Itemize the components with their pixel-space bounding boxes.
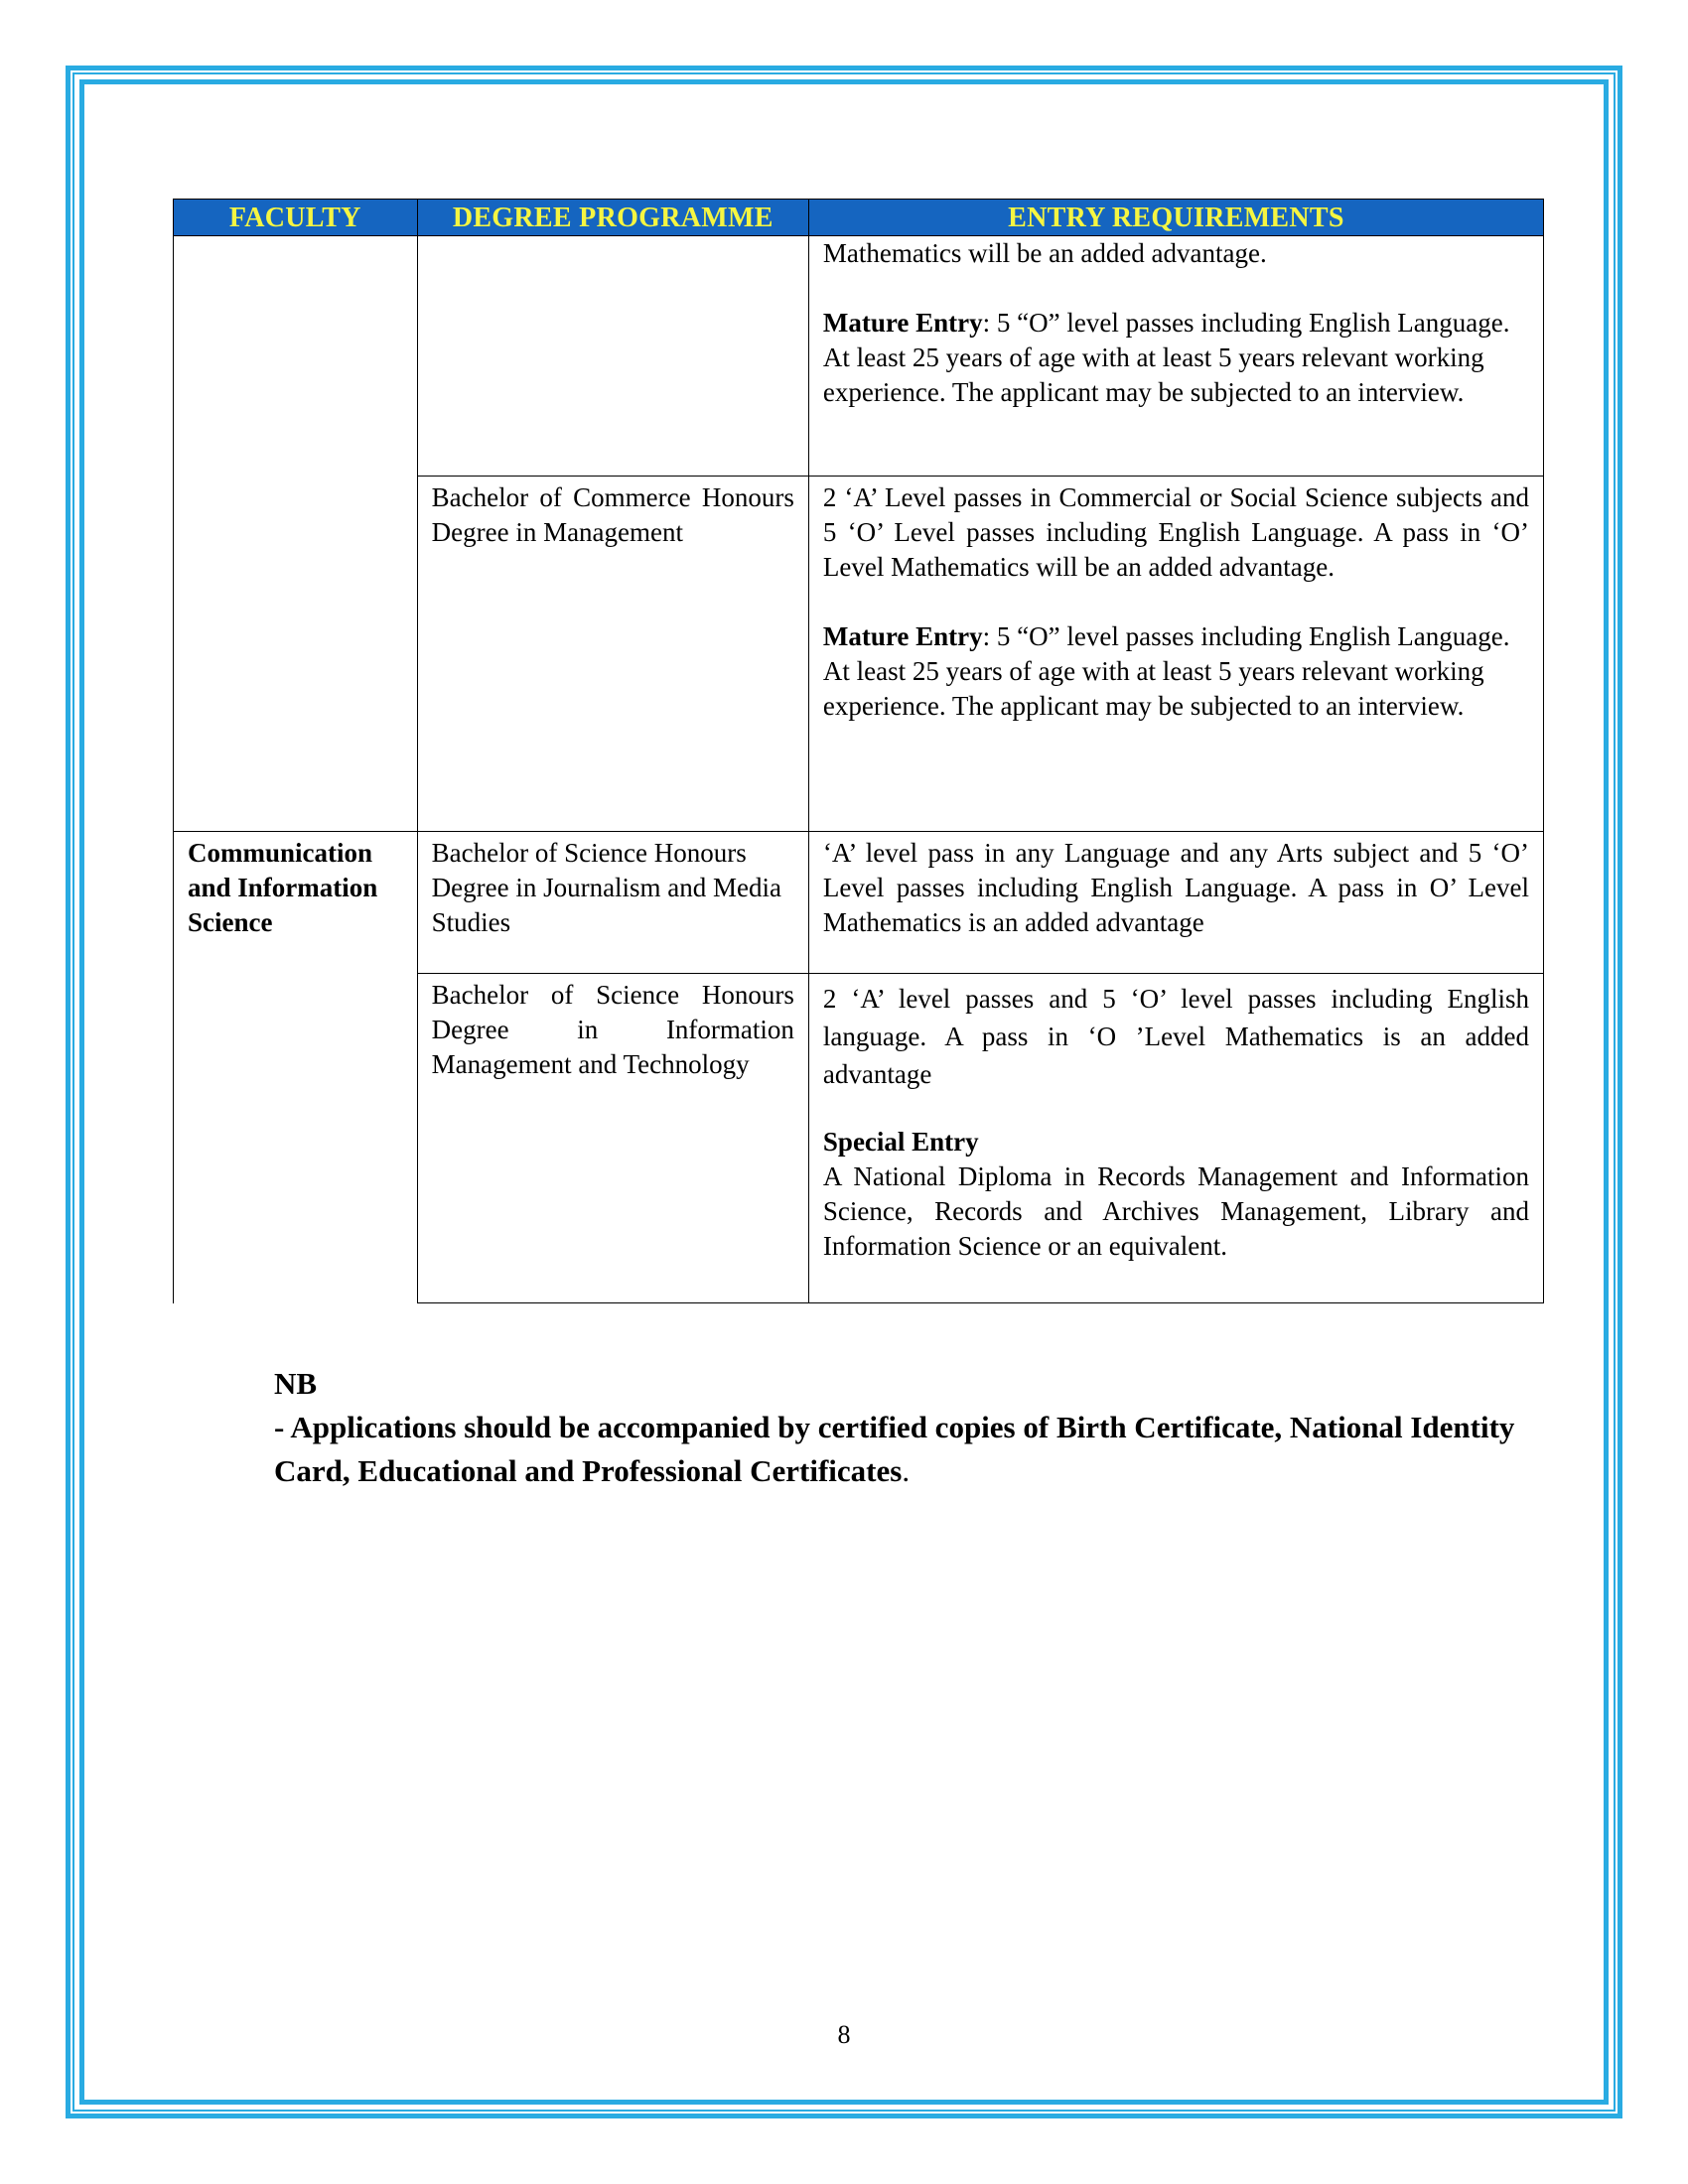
mature-entry-text: : 5 “O” level passes including English Language. At least 25 years of age with at least 5 years relevant working experience. The applicant may be subjected to an interview. xyxy=(822,621,1510,721)
mature-entry xyxy=(823,619,1529,724)
faculty-cell-empty xyxy=(174,236,418,832)
page-number: 8 xyxy=(837,2020,851,2049)
table-header-row xyxy=(174,200,1544,236)
header-entry-requirements: ENTRY REQUIREMENTS xyxy=(808,200,1543,236)
nb-text-body: - Applications should be accompanied by certified copies of Birth Certificate, National Identity Card, Educational and Professional Certificates xyxy=(274,1410,1515,1488)
degree-cell-empty xyxy=(417,236,808,477)
mature-entry xyxy=(823,306,1529,410)
degree-name: Bachelor of Science Honours Degree in Information Management and Technology xyxy=(431,980,794,1079)
header-degree-programme: DEGREE PROGRAMME xyxy=(417,200,808,236)
special-entry-label: Special Entry xyxy=(822,1127,979,1157)
degree-cell xyxy=(417,974,808,1303)
nb-note xyxy=(274,1362,1515,1493)
nb-text xyxy=(274,1406,1515,1493)
header-faculty: FACULTY xyxy=(174,200,418,236)
nb-text-period: . xyxy=(902,1453,911,1488)
special-entry-text: A National Diploma in Records Management and Information Science, Records and Archives Management, Library and Information Science or an equivalent. xyxy=(822,1161,1529,1261)
nb-title: NB xyxy=(274,1366,318,1401)
degree-cell xyxy=(417,477,808,832)
requirements-text: ‘A’ level pass in any Language and any Arts subject and 5 ‘O’ Level passes including English Language. A pass in O’ Level Mathematics is an added advantage xyxy=(822,838,1529,937)
degree-name: Bachelor of Commerce Honours Degree in Management xyxy=(431,482,794,547)
mature-entry-label: Mature Entry xyxy=(822,308,983,338)
requirements-cell xyxy=(808,832,1543,974)
requirements-continued: Mathematics will be an added advantage. xyxy=(822,238,1267,268)
degree-cell xyxy=(417,832,808,974)
requirements-text: 2 ‘A’ level passes and 5 ‘O’ level passes including English language. A pass in ‘O ’Level Mathematics is an added advantage xyxy=(822,984,1529,1089)
requirements-cell xyxy=(808,236,1543,477)
table-row xyxy=(174,236,1544,477)
degree-name: Bachelor of Science Honours Degree in Journalism and Media Studies xyxy=(431,838,782,937)
mature-entry-text: : 5 “O” level passes including English Language. At least 25 years of age with at least 5 years relevant working experience. The applicant may be subjected to an interview. xyxy=(822,308,1510,407)
entry-requirements-table xyxy=(173,199,1544,1303)
requirements-cell xyxy=(808,477,1543,832)
requirements-cell xyxy=(808,974,1543,1303)
faculty-cell xyxy=(174,832,418,1303)
faculty-name: Communication and Information Science xyxy=(188,838,378,937)
table-row xyxy=(174,832,1544,974)
mature-entry-label: Mature Entry xyxy=(822,621,983,651)
requirements-text: 2 ‘A’ Level passes in Commercial or Social Science subjects and 5 ‘O’ Level passes including English Language. A pass in ‘O’ Level Mathematics will be an added advantage. xyxy=(822,482,1529,582)
